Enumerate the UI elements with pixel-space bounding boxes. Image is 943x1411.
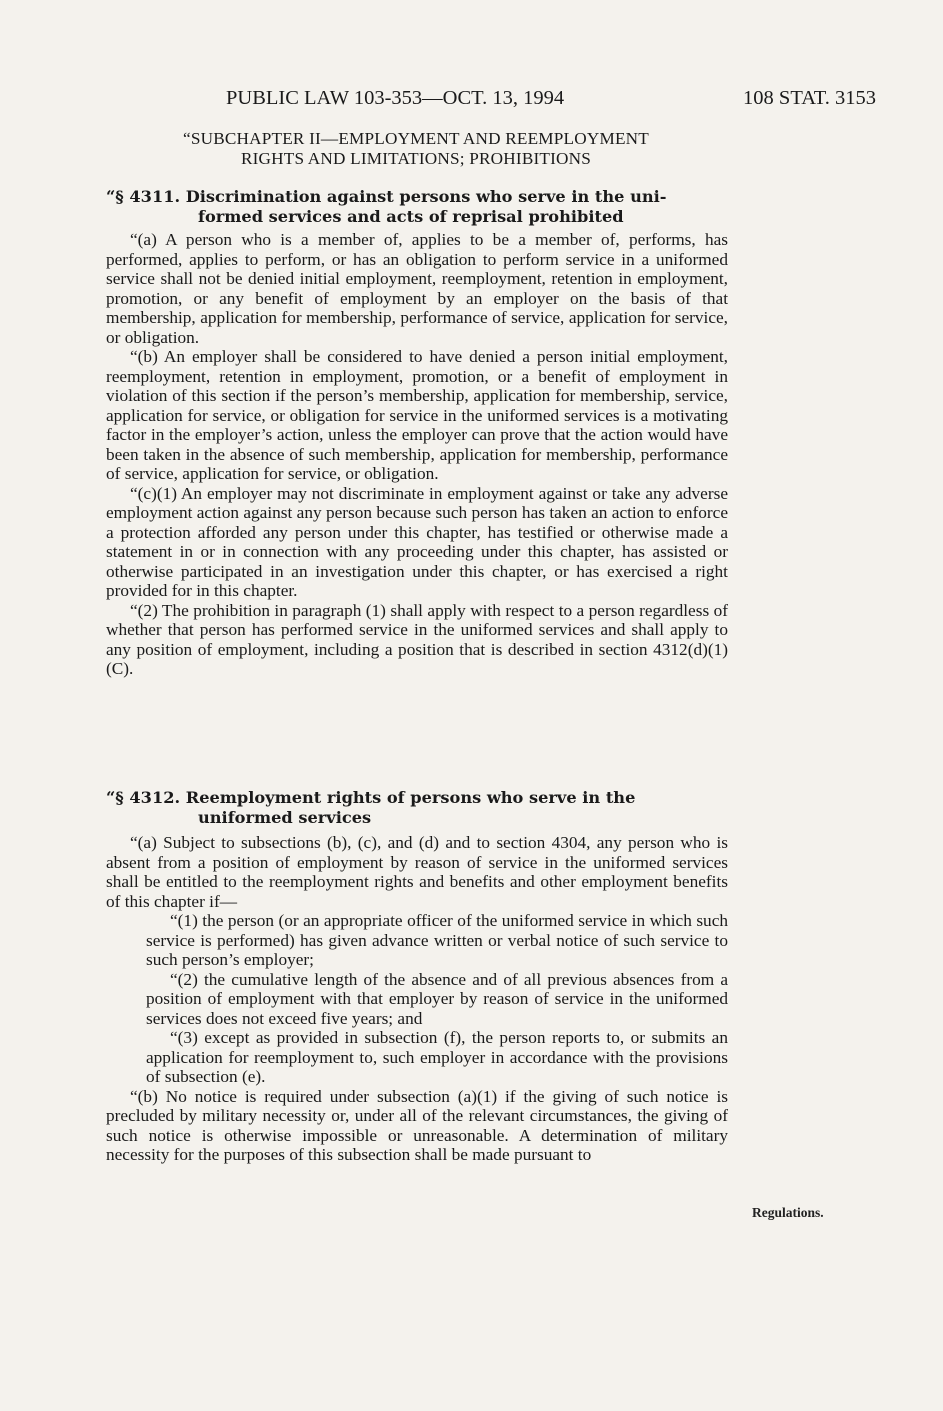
section-4312-body <box>106 833 728 1165</box>
subchapter-heading <box>106 129 726 169</box>
section-4311-paragraph-b: “(b) An employer shall be considered to have denied a person initial employment, reemployment, retention in employment, promotion, or a benefit of employment in violation of this section if the person’s membership, application for membership, service, application for service, or obligation for service in the uniformed services is a motivating factor in the employer’s action, unless the employer can prove that the action would have been taken in the absence of such membership, application for membership, performance of service, application for service, or obligation. <box>106 347 728 483</box>
running-head <box>106 86 876 110</box>
section-4312-paragraph-b: “(b) No notice is required under subsection (a)(1) if the giving of such notice is precluded by military necessity or, under all of the relevant circumstances, the giving of such notice is otherwise impossible or unreasonable. A determination of military necessity for the purposes of this subsection shall be made pursuant to <box>106 1086 728 1164</box>
section-4311-heading <box>106 187 728 227</box>
section-4312-heading <box>106 788 728 828</box>
subchapter-heading-line2: RIGHTS AND LIMITATIONS; PROHIBITIONS <box>240 149 592 168</box>
section-4311-paragraph-c1: “(c)(1) An employer may not discriminate in employment against or take any adverse employment action against any person because such person has taken an action to enforce a protection afforded any person under this chapter, has testified or otherwise made a statement in or in connection with any proceeding under this chapter, has assisted or otherwise participated in an investigation under this chapter, or has exercised a right provided for in this chapter. <box>106 483 728 600</box>
section-4311-heading-line2: formed services and acts of reprisal prohibited <box>198 207 624 226</box>
section-4311-paragraph-c2: “(2) The prohibition in paragraph (1) shall apply with respect to a person regardless of whether that person has performed service in the uniformed services and shall apply to any position of employment, including a position that is described in section 4312(d)(1)(C). <box>106 600 728 678</box>
statute-page-number: 108 STAT. 3153 <box>743 87 876 109</box>
section-4312-subparagraph-1: “(1) the person (or an appropriate officer of the uniformed service in which such service is performed) has given advance written or verbal notice of such service to such person’s employer; <box>146 911 728 969</box>
section-4311-heading-line1: “§ 4311. Discrimination against persons who serve in the uni- <box>106 187 667 206</box>
margin-note-regulations: Regulations. <box>752 1205 824 1220</box>
section-4311-paragraph-a: “(a) A person who is a member of, applies to be a member of, performs, has performed, applies to perform, or has an obligation to perform service in a uniformed service shall not be denied initial employment, reemployment, retention in employment, promotion, or any benefit of employment by an employer on the basis of that membership, application for membership, performance of service, application for service, or obligation. <box>106 230 728 347</box>
section-4312-paragraph-a: “(a) Subject to subsections (b), (c), and (d) and to section 4304, any person who is absent from a position of employment by reason of service in the uniformed services shall be entitled to the reemployment rights and benefits and other employment benefits of this chapter if— <box>106 833 728 911</box>
section-4311-body <box>106 230 728 679</box>
section-4312-subparagraph-2: “(2) the cumulative length of the absence and of all previous absences from a position of employment with that employer by reason of service in the uniformed services does not exceed five years; and <box>146 969 728 1028</box>
section-4312-heading-line2: uniformed services <box>198 808 372 827</box>
section-4312-heading-line1: “§ 4312. Reemployment rights of persons who serve in the <box>106 788 636 807</box>
subchapter-heading-line1: “SUBCHAPTER II—EMPLOYMENT AND REEMPLOYMENT <box>183 129 649 148</box>
section-4312-subparagraph-3: “(3) except as provided in subsection (f), the person reports to, or submits an application for reemployment to, such employer in accordance with the provisions of subsection (e). <box>146 1028 728 1086</box>
running-head-title: PUBLIC LAW 103-353—OCT. 13, 1994 <box>226 87 565 109</box>
